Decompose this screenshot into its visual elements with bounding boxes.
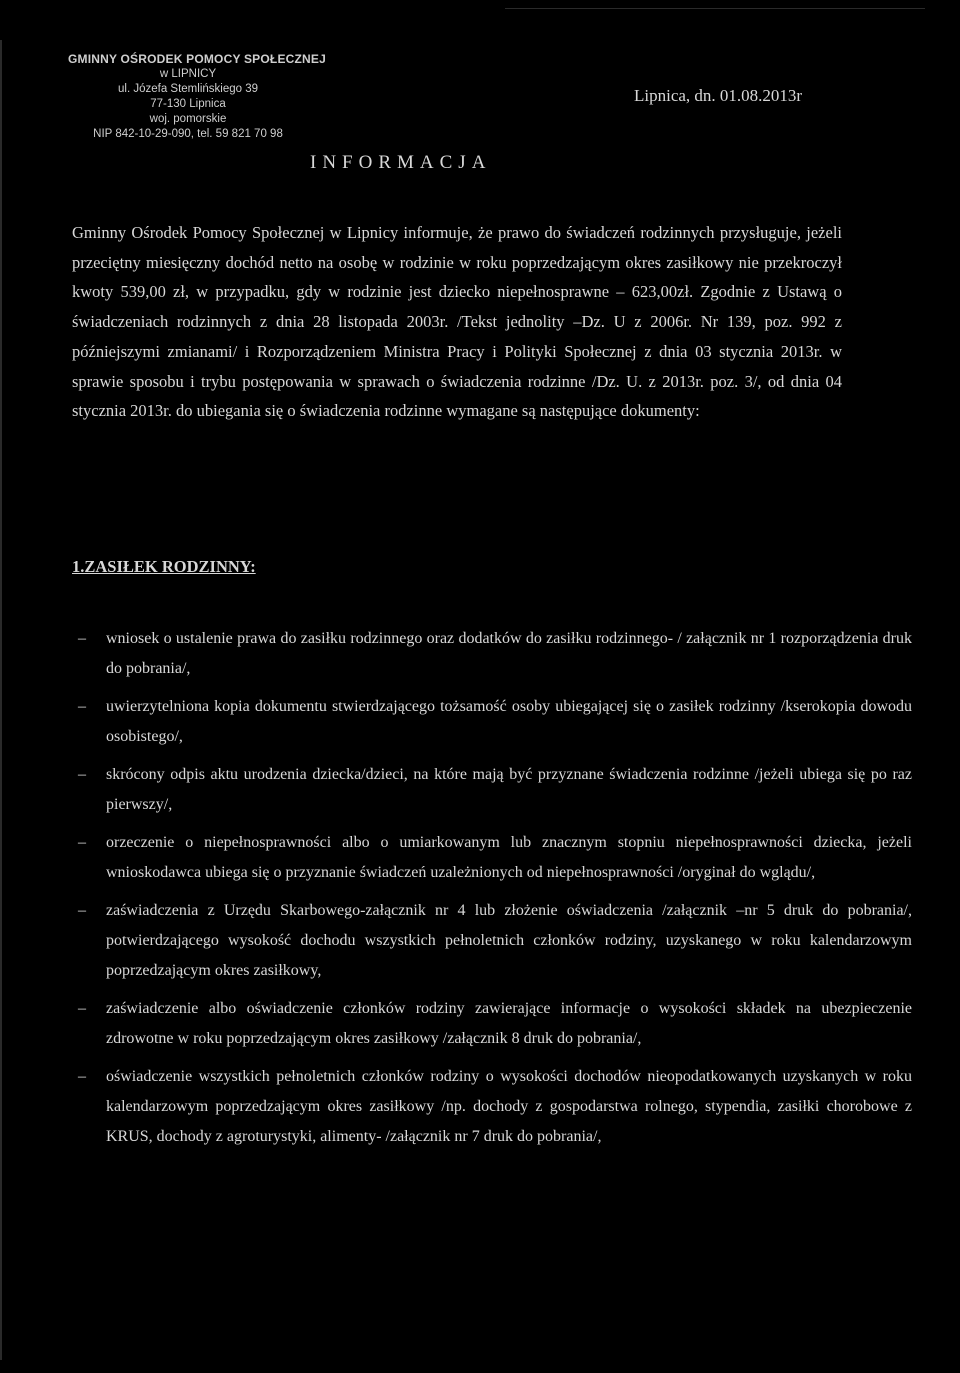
list-item: [72, 692, 912, 752]
dash-bullet: –: [78, 698, 86, 715]
list-item: [72, 1062, 912, 1152]
list-item-text: skrócony odpis aktu urodzenia dziecka/dzieci, na które mają być przyznane świadczenia rodzinne /jeżeli ubiega się po raz pierwszy/,: [106, 766, 912, 813]
list-item-text: oświadczenie wszystkich pełnoletnich członków rodziny o wysokości dochodów nieopodatkowanych uzyskanych w roku kalendarzowym poprzedzającym okres zasiłkowy /np. dochody z gospodarstwa rolnego, stypendia, zasiłki chorobowe z KRUS, dochody z agroturystyki, alimenty- /załącznik nr 7 druk do pobrania/,: [106, 1068, 912, 1145]
stamp-postal: 77-130 Lipnica: [150, 98, 226, 110]
stamp-tax-phone: NIP 842-10-29-090, tel. 59 821 70 98: [93, 128, 283, 140]
list-item-text: zaświadczenie albo oświadczenie członków rodziny zawierające informacje o wysokości składek na ubezpieczenie zdrowotne w roku poprzedzającym okres zasiłkowy /załącznik 8 druk do pobrania/,: [106, 1000, 912, 1047]
document-date: Lipnica, dn. 01.08.2013r: [634, 86, 803, 105]
scan-edge-line: [505, 8, 925, 9]
stamp-street: ul. Józefa Stemlińskiego 39: [118, 83, 258, 95]
list-item: [72, 760, 912, 820]
document-heading: INFORMACJA: [310, 152, 492, 173]
list-item: [72, 828, 912, 888]
dash-bullet: –: [78, 1000, 86, 1017]
list-item-text: orzeczenie o niepełnosprawności albo o umiarkowanym lub znacznym stopniu niepełnosprawności dziecka, jeżeli wnioskodawca ubiega się o przyznanie świadczeń uzależnionych od niepełnosprawności /oryginał do wglądu/,: [106, 834, 912, 881]
list-item-text: zaświadczenia z Urzędu Skarbowego-załącznik nr 4 lub złożenie oświadczenia /załącznik –nr 5 druk do pobrania/, potwierdzającego wysokość dochodu wszystkich pełnoletnich członków rodziny, uzyskanego w roku kalendarzowym poprzedzającym okres zasiłkowy,: [106, 902, 912, 979]
dash-bullet: –: [78, 902, 86, 919]
dash-bullet: –: [78, 834, 86, 851]
section-title: 1.ZASIŁEK RODZINNY:: [72, 557, 256, 576]
list-item-text: uwierzytelniona kopia dokumentu stwierdzającego tożsamość osoby ubiegającej się o zasiłek rodzinny /kserokopia dowodu osobistego/,: [106, 698, 912, 745]
list-item: [72, 624, 912, 684]
list-item-text: wniosek o ustalenie prawa do zasiłku rodzinnego oraz dodatków do zasiłku rodzinnego- / załącznik nr 1 rozporządzenia druk do pobrania/,: [106, 630, 912, 677]
list-item: [72, 994, 912, 1054]
dash-bullet: –: [78, 1068, 86, 1085]
intro-text: Gminny Ośrodek Pomocy Społecznej w Lipnicy informuje, że prawo do świadczeń rodzinnych przysługuje, jeżeli przeciętny miesięczny dochód netto na osobę w rodzinie w roku poprzedzającym okres zasiłkowy nie przekroczył kwoty 539,00 zł, w przypadku, gdy w rodzinie jest dziecko niepełnosprawne – 623,00zł. Zgodnie z Ustawą o świadczeniach rodzinnych z dnia 28 listopada 2003r. /Tekst jednolity –Dz. U z 2006r. Nr 139, poz. 992 z późniejszymi zmianami/ i Rozporządzeniem Ministra Pracy i Polityki Społecznej z dnia 03 stycznia 2013r. w sprawie sposobu i trybu postępowania w sprawach o świadczenia rodzinne /Dz. U. z 2013r. poz. 3/, od dnia 04 stycznia 2013r. do ubiegania się o świadczenia rodzinne wymagane są następujące dokumenty:: [72, 223, 842, 421]
intro-paragraph: [72, 218, 842, 426]
stamp-organization: GMINNY OŚRODEK POMOCY SPOŁECZNEJ: [68, 52, 326, 66]
dash-bullet: –: [78, 766, 86, 783]
institution-stamp: [68, 52, 326, 142]
stamp-region: woj. pomorskie: [149, 113, 227, 125]
stamp-location: w LIPNICY: [159, 68, 217, 80]
scan-left-edge: [0, 40, 2, 1360]
list-item: [72, 896, 912, 986]
required-documents-list: [72, 624, 912, 1160]
dash-bullet: –: [78, 630, 86, 647]
